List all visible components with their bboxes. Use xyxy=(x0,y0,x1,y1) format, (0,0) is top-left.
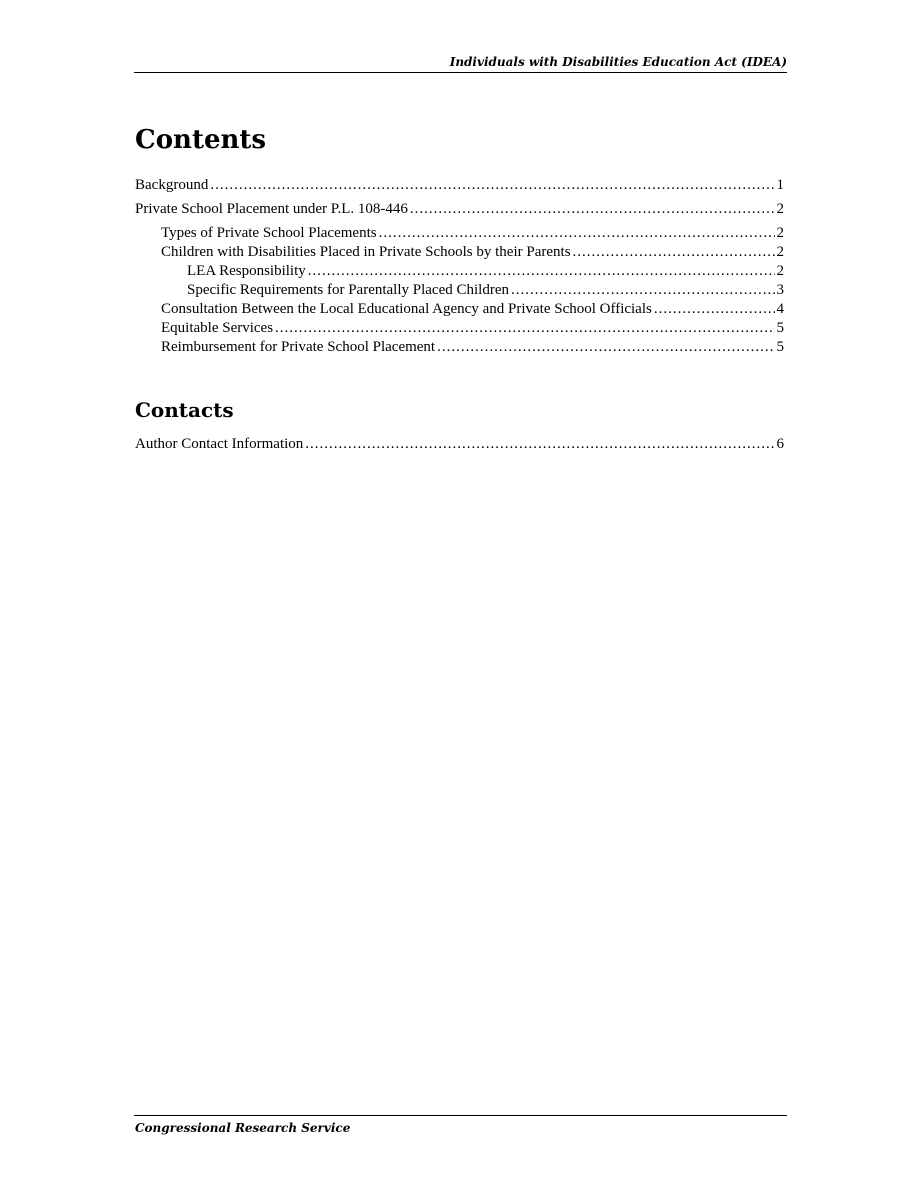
toc-entry-text: Equitable Services xyxy=(161,320,274,336)
toc-entry-types-of-placements[interactable] xyxy=(135,224,784,243)
toc-dot-leader xyxy=(410,200,775,219)
toc-page-number: 5 xyxy=(776,320,784,336)
toc-entry-equitable-services[interactable] xyxy=(135,319,784,338)
toc-entry-text: Consultation Between the Local Educational Agency and Private School Officials xyxy=(161,301,652,317)
toc-entry-text: Children with Disabilities Placed in Private Schools by their Parents xyxy=(161,244,571,260)
toc-dot-leader xyxy=(275,319,774,338)
toc-entry-background[interactable] xyxy=(135,176,784,195)
contents-heading: Contents xyxy=(135,125,267,155)
toc-page-number: 2 xyxy=(776,225,784,241)
toc-link[interactable] xyxy=(161,319,784,338)
header-rule xyxy=(134,72,787,73)
toc-dot-leader xyxy=(379,224,775,243)
toc-dot-leader xyxy=(437,338,774,357)
toc-entry-text: Background xyxy=(135,177,209,193)
toc-page-number: 1 xyxy=(776,177,784,193)
footer-text: Congressional Research Service xyxy=(135,1121,351,1135)
toc-entry-specific-requirements[interactable] xyxy=(135,281,784,300)
toc-dot-leader xyxy=(305,435,774,454)
toc-page-number: 2 xyxy=(776,201,784,217)
toc-link[interactable] xyxy=(161,338,784,357)
toc-dot-leader xyxy=(210,176,774,195)
toc-page-number: 3 xyxy=(776,282,784,298)
toc-page-number: 6 xyxy=(776,436,784,452)
toc-entry-children-placed-by-parents[interactable] xyxy=(135,243,784,262)
toc-link[interactable] xyxy=(161,224,784,243)
toc-page-number: 4 xyxy=(776,301,784,317)
toc-page-number: 5 xyxy=(776,339,784,355)
toc-dot-leader xyxy=(573,243,775,262)
contacts-list xyxy=(135,435,784,454)
toc-entry-text: Specific Requirements for Parentally Placed Children xyxy=(187,282,509,298)
footer-rule xyxy=(134,1115,787,1116)
toc-page-number: 2 xyxy=(776,244,784,260)
toc-link[interactable] xyxy=(161,243,784,262)
toc-page-number: 2 xyxy=(776,263,784,279)
toc-link[interactable] xyxy=(187,262,784,281)
toc-link[interactable] xyxy=(135,200,784,219)
toc-entry-text: Types of Private School Placements xyxy=(161,225,377,241)
contacts-heading: Contacts xyxy=(135,398,234,422)
toc-link[interactable] xyxy=(187,281,784,300)
toc-entry-private-school-placement[interactable] xyxy=(135,200,784,219)
toc-link[interactable] xyxy=(135,176,784,195)
toc-entry-reimbursement[interactable] xyxy=(135,338,784,357)
toc-entry-text: Private School Placement under P.L. 108-446 xyxy=(135,201,408,217)
toc-entry-text: LEA Responsibility xyxy=(187,263,306,279)
toc-entry-text: Reimbursement for Private School Placement xyxy=(161,339,436,355)
toc-entry-text: Author Contact Information xyxy=(135,436,304,452)
toc-link[interactable] xyxy=(135,435,784,454)
toc-entry-consultation[interactable] xyxy=(135,300,784,319)
toc-entry-author-contact[interactable] xyxy=(135,435,784,454)
toc-dot-leader xyxy=(511,281,775,300)
toc-link[interactable] xyxy=(161,300,784,319)
toc-dot-leader xyxy=(308,262,775,281)
toc-dot-leader xyxy=(654,300,775,319)
toc-entry-lea-responsibility[interactable] xyxy=(135,262,784,281)
contents-list xyxy=(135,176,784,357)
running-header: Individuals with Disabilities Education Act (IDEA) xyxy=(449,55,787,69)
